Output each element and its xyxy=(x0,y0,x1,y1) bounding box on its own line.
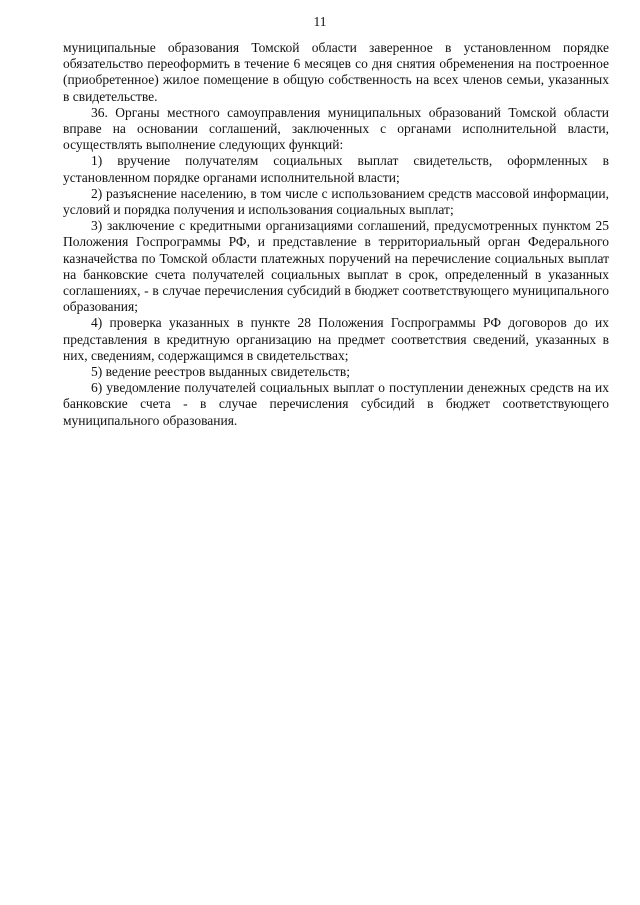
list-item-1: 1) вручение получателям социальных выплат свидетельств, оформленных в установленном порядке органами исполнительной власти; xyxy=(63,153,609,185)
list-item-6: 6) уведомление получателей социальных выплат о поступлении денежных средств на их банковские счета - в случае перечисления субсидий в бюджет соответствующего муниципального образования. xyxy=(63,380,609,428)
paragraph-item-36: 36. Органы местного самоуправления муниципальных образований Томской области вправе на основании соглашений, заключенных с органами исполнительной власти, осуществлять выполнение следующих функций: xyxy=(63,104,609,153)
list-item-2: 2) разъяснение населению, в том числе с использованием средств массовой информации, условий и порядка получения и использования социальных выплат; xyxy=(63,185,609,218)
document-body xyxy=(63,40,609,429)
paragraph-continuation: муниципальные образования Томской области заверенное в установленном порядке обязательство переоформить в течение 6 месяцев со дня снятия обременения на построенное (приобретенное) жилое помещение в общую собственность на всех членов семьи, указанных в свидетельстве. xyxy=(63,40,609,104)
list-item-5: 5) ведение реестров выданных свидетельств; xyxy=(91,364,350,380)
list-item-4: 4) проверка указанных в пункте 28 Положения Госпрограммы РФ договоров до их представления в кредитную организацию на предмет соответствия сведений, указанных в них, сведениям, содержащимся в свидетельствах; xyxy=(63,315,609,363)
page-number: 11 xyxy=(313,14,327,29)
list-item-3: 3) заключение с кредитными организациями соглашений, предусмотренных пунктом 25 Положения Госпрограммы РФ, и представление в территориальный орган Федерального казначейства по Томской области платежных поручений на перечисление социальных выплат на банковские счета получателей социальных выплат в срок, определенный в указанных соглашениях, - в случае перечисления субсидий в бюджет соответствующего муниципального образования; xyxy=(63,218,609,315)
